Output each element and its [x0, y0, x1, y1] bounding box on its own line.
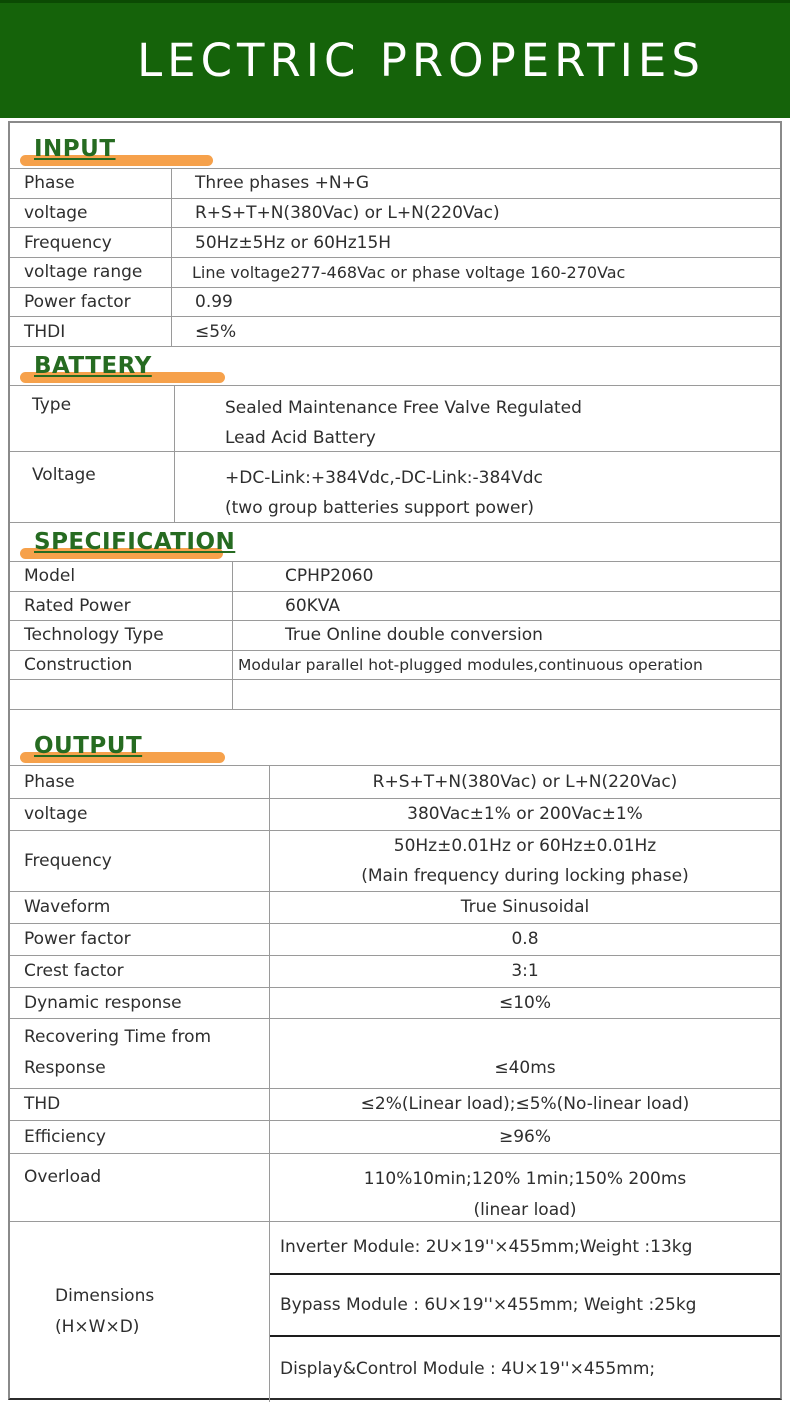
output-heading-label: OUTPUT: [34, 732, 143, 759]
table-row: [10, 651, 780, 681]
page-banner: [0, 0, 790, 118]
table-row: [10, 892, 780, 924]
section-output-heading: [10, 710, 780, 765]
row-label: [10, 680, 233, 709]
table-row: [10, 956, 780, 988]
row-value: [270, 1222, 780, 1402]
row-value: 50Hz±5Hz or 60Hz15H: [195, 232, 392, 253]
value-line: 50Hz±0.01Hz or 60Hz±0.01Hz: [393, 835, 657, 856]
row-value: ≤2%(Linear load);≤5%(No-linear load): [360, 1094, 690, 1115]
battery-heading-label: BATTERY: [34, 352, 152, 379]
table-row: [10, 288, 780, 318]
table-row: [10, 988, 780, 1019]
section-input-heading: [10, 123, 780, 168]
table-row: [10, 1154, 780, 1222]
table-row: [10, 199, 780, 229]
table-row: [10, 228, 780, 258]
row-value: R+S+T+N(380Vac) or L+N(220Vac): [195, 202, 500, 223]
row-label: Technology Type: [10, 621, 233, 650]
section-specification-heading: [10, 523, 780, 561]
input-heading-label: INPUT: [34, 136, 116, 162]
input-table: [10, 168, 780, 347]
table-row: [10, 592, 780, 622]
table-row: [10, 317, 780, 347]
input-heading: [34, 136, 116, 162]
row-value: True Online double conversion: [285, 625, 543, 646]
row-label: Power factor: [10, 924, 270, 955]
dimension-module-row: Display&Control Module : 4U×19''×455mm;: [280, 1359, 656, 1380]
value-line: (two group batteries support power): [225, 497, 535, 518]
table-row: [10, 799, 780, 831]
row-value: 0.99: [195, 291, 233, 312]
battery-heading: [34, 353, 152, 379]
dimension-module-row: Bypass Module : 6U×19''×455mm; Weight :25kg: [270, 1275, 780, 1337]
row-value: 0.8: [511, 929, 539, 950]
table-row: [10, 924, 780, 956]
table-row: [10, 386, 780, 452]
row-value: Three phases +N+G: [195, 173, 370, 194]
row-value: True Sinusoidal: [460, 897, 590, 918]
row-label: Dynamic response: [10, 988, 270, 1018]
row-value: ≤40ms: [494, 1057, 556, 1078]
table-row: [10, 1089, 780, 1121]
row-label: Power factor: [10, 288, 172, 317]
row-value: Line voltage277-468Vac or phase voltage 160-270Vac: [192, 262, 626, 282]
row-value: [175, 452, 780, 522]
row-label: Rated Power: [10, 592, 233, 621]
label-line: (H×W×D): [55, 1316, 140, 1337]
row-label: Model: [10, 562, 233, 591]
row-label: Frequency: [10, 228, 172, 257]
row-label: voltage range: [10, 258, 172, 287]
label-line: Dimensions: [55, 1285, 155, 1306]
table-row: [10, 766, 780, 799]
specification-heading: [34, 529, 235, 555]
row-value: [175, 386, 780, 451]
value-line: 110%10min;120% 1min;150% 200ms: [363, 1168, 687, 1189]
row-label: Phase: [10, 169, 172, 198]
table-row-empty: [10, 680, 780, 710]
row-value: [270, 831, 780, 891]
table-row: [10, 452, 780, 523]
row-label: Crest factor: [10, 956, 270, 987]
row-value: [233, 680, 780, 709]
row-value: Modular parallel hot-plugged modules,continuous operation: [238, 656, 703, 675]
row-value: R+S+T+N(380Vac) or L+N(220Vac): [372, 771, 678, 792]
table-row: [10, 1222, 780, 1402]
row-label: voltage: [10, 199, 172, 228]
row-label: Waveform: [10, 892, 270, 923]
row-label: [10, 1222, 270, 1402]
table-row: [10, 169, 780, 199]
value-line: Lead Acid Battery: [225, 427, 376, 448]
label-line: Response: [24, 1058, 106, 1079]
row-label: THDI: [10, 317, 172, 346]
table-row: [10, 1121, 780, 1154]
row-label: voltage: [10, 799, 270, 830]
row-label: Frequency: [10, 831, 270, 891]
row-label: Type: [10, 386, 175, 451]
row-label: Overload: [10, 1154, 270, 1221]
output-table: [10, 765, 780, 1402]
row-value: [270, 1154, 780, 1221]
value-line: (linear load): [473, 1199, 577, 1220]
specification-heading-label: SPECIFICATION: [34, 528, 236, 555]
page-title: LECTRIC PROPERTIES: [137, 34, 705, 87]
row-value: ≥96%: [498, 1126, 552, 1147]
row-value: 3:1: [511, 961, 539, 982]
output-heading: [34, 733, 142, 759]
table-row: [10, 562, 780, 592]
spec-sheet: [8, 121, 782, 1400]
row-label: [10, 1019, 270, 1088]
row-label: Voltage: [10, 452, 175, 522]
row-value: ≤10%: [498, 992, 552, 1013]
section-battery-heading: [10, 347, 780, 385]
value-line: (Main frequency during locking phase): [361, 865, 689, 886]
row-value: CPHP2060: [285, 566, 374, 587]
row-value: 380Vac±1% or 200Vac±1%: [407, 804, 643, 825]
row-label: Phase: [10, 766, 270, 798]
table-row: [10, 621, 780, 651]
specification-table: [10, 561, 780, 710]
battery-table: [10, 385, 780, 523]
dimension-module-row: Inverter Module: 2U×19''×455mm;Weight :13kg: [270, 1222, 780, 1275]
row-value: 60KVA: [285, 595, 340, 616]
value-line: +DC-Link:+384Vdc,-DC-Link:-384Vdc: [225, 467, 543, 488]
label-line: Recovering Time from: [24, 1027, 212, 1048]
row-label: THD: [10, 1089, 270, 1120]
table-row: [10, 258, 780, 288]
row-label: Construction: [10, 651, 233, 680]
table-row: [10, 831, 780, 892]
value-line: Sealed Maintenance Free Valve Regulated: [225, 397, 582, 418]
row-label: Efficiency: [10, 1121, 270, 1153]
row-value: ≤5%: [195, 321, 237, 342]
table-row: [10, 1019, 780, 1089]
